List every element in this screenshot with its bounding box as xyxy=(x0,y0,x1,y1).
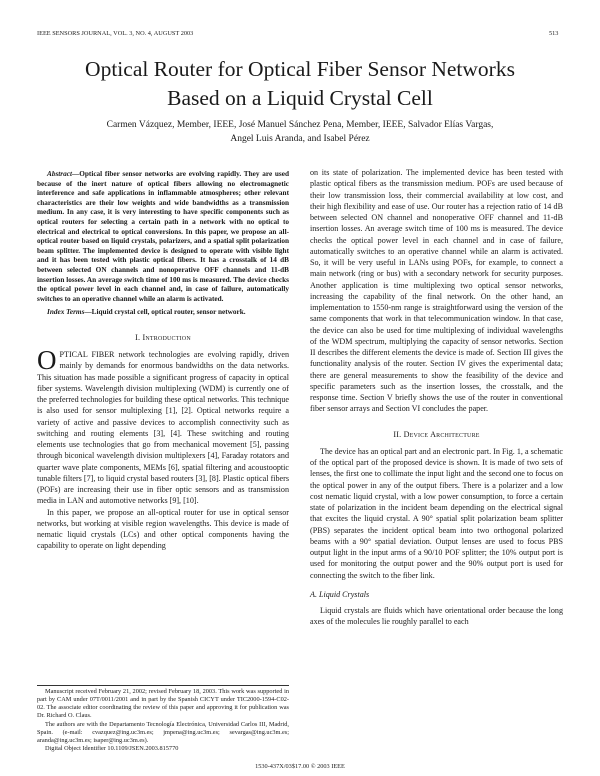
architecture-paragraph: The device has an optical part and an electronic part. In Fig. 1, a schematic of the optical part of the proposed device is shown. It is made of two sets of lenses, the first one to collimate the input light and the second one to focus on the optical power in any of the output fibers. There is a polarizer and a low cost nematic liquid crystal, with a low power consumption, to force a certain state of polarization in the incident beam depending on the electrical signal that excites the liquid crystal. A 90° spatial split polarization beam splitter (PBS) separates the incident optical beam into two orthogonal polarized beams with a 90° spatial deviation. Output lenses are used to focus PBS output light in the input arms of a 90/10 POF splitter; the 10% output port is used for monitoring the output power and the 90% output port is used for connecting the switch to the fiber link. xyxy=(310,446,563,580)
index-terms xyxy=(37,308,289,318)
authors-line-2: Angel Luis Aranda, and Isabel Pérez xyxy=(230,134,370,144)
page-number: 513 xyxy=(549,30,559,37)
abstract-label: Abstract xyxy=(47,170,72,178)
right-column xyxy=(310,167,563,628)
index-terms-label: Index Terms xyxy=(47,308,85,317)
section-1-title: Introduction xyxy=(142,332,191,342)
left-column xyxy=(37,170,289,552)
section-2-number: II. xyxy=(393,429,402,439)
footnotes xyxy=(37,688,289,753)
title-line-2: Based on a Liquid Crystal Cell xyxy=(167,86,433,110)
section-2-title: Device Architecture xyxy=(403,429,480,439)
subsection-heading-liquid-crystals: A. Liquid Crystals xyxy=(310,589,370,599)
footnote-rule xyxy=(37,685,289,686)
authors-line-1: Carmen Vázquez, Member, IEEE, José Manuel Sánchez Pena, Member, IEEE, Salvador Elías Vargas, xyxy=(106,120,494,130)
running-header: IEEE SENSORS JOURNAL, VOL. 3, NO. 4, AUGUST 2003 xyxy=(37,30,194,37)
footnote-manuscript: Manuscript received February 21, 2002; revised February 18, 2003. This work was supported in part by CAM under 07T/0011/2001 and in part by the Spanish CICYT under TIC2000-1594-C02-02. The associate editor coordinating the review of this paper and approving it for publication was Dr. Richard O. Claus. xyxy=(37,688,289,720)
intro-paragraph-2: In this paper, we propose an all-optical router for use in optical sensor networks, but working at visible region wavelengths. This device is made of nematic liquid crystals (LCs) and other optical components having the capability to operate on light depending xyxy=(37,507,289,551)
footnote-doi: Digital Object Identifier 10.1109/JSEN.2003.815770 xyxy=(45,745,179,753)
abstract xyxy=(37,170,289,304)
copyright-footer: 1530-437X/03$17.00 © 2003 IEEE xyxy=(255,763,345,770)
intro-paragraph-1 xyxy=(37,345,289,507)
liquid-crystals-paragraph: Liquid crystals are fluids which have orientational order because the long axes of the molecules lie roughly parallel to each xyxy=(310,606,563,627)
author-list xyxy=(0,118,600,146)
title-line-1: Optical Router for Optical Fiber Sensor Networks xyxy=(85,57,515,81)
drop-cap: O xyxy=(37,345,57,376)
abstract-text: —Optical fiber sensor networks are evolving rapidly. They are used because of the inert nature of optical fibers allowing no electromagnetic interference and safe applications in inflammable atmospheres; other relevant characteristics are their low weights and wide bandwidths as a transmission medium. In any case, it is very interesting to have specific components such as optical routers for selecting a certain path in a network with no optical to electrical and electrical to optical conversions. In this paper, we propose an all-optical router based on liquid crystals, polarizers, and a spatial split polarization beam splitter. The implemented device is designed to operate with visible light and it has been tested with plastic optical fibers. It has a crosstalk of 14 dB between selected ON channels and nonoperative OFF channels and 11-dB insertion losses. An average switch time of 100 ms is measured. The device checks the optical power level in each channel and, in case of failure, automatically switches to an operative channel while an alarm is activated. xyxy=(37,170,289,303)
index-terms-text: —Liquid crystal cell, optical router, sensor network. xyxy=(84,308,246,317)
section-heading-device-architecture xyxy=(310,429,563,440)
paper-title xyxy=(0,55,600,113)
section-1-number: I. xyxy=(135,332,141,342)
footnote-affiliation: The authors are with the Departamento Tecnología Electrónica, Universidad Carlos III, Madrid, Spain. (e-mail: cvazquez@ing.uc3m.es; jmpena@ing.uc3m.es; sevargas@ing.uc3m.es; aranda@ing.uc3m.es; isaper@ing.uc3m.es). xyxy=(37,720,289,744)
section-heading-introduction xyxy=(37,332,289,343)
intro-paragraph-continued: on its state of polarization. The implemented device has been tested with plastic optical fibers as the transmission medium. POFs are used because of their low transmission loss, their commercial availability at low cost, and their high flexibility and ease of use. Our router has a rejection ratio of 14 dB between selected ON channel and nonoperative OFF channel and 11-dB insertion losses. An average switch time of 100 ms is measured. The device checks the optical power level in each channel and in case of failure, automatically switches to an operative channel while an alarm is activated. So, it will be very useful in LANs using POFs, for example, to connect a main network (ring or bus) with a secondary network for security purposes. Another application is time multiplexing two optical sensor networks, increasing the capability of the final network. On the other hand, an implementation to 1550-nm range is straightforward using the version of the same components that work in that telecommunication window. In that case, the device can also be used for time multiplexing of individual wavelengths of the WDM spectrum, multiplying the capacity of sensor networks. Section II describes the different elements the device is made of. Section III gives the functionality analysis of the router. Section IV gives the experimental data; there are general measurements to show the feasibility of the device and specific parameters such as the insertion losses, the crosstalk, and the response time. Section V briefly shows the use of the router in conventional fiber sensor arrays and Section VI concludes the paper. xyxy=(310,168,563,414)
intro-paragraph-1-text: PTICAL FIBER network technologies are evolving rapidly, driven mainly by demands for enormous bandwidths on the data networks. This situation has made possible a significant progress of capacity in optical fiber systems. Wavelength division multiplexing (WDM) is currently one of the preferred technologies for building these optical networks. This technique is also used for sensor multiplexing [1], [2]. Optical networks require a variety of active and passive devices to accomplish connectivity such as switching and routing elements [3], [4]. These switching and routing elements use technologies that go from mechanical movement [5], passing through biconical wavelength division multiplexers [4], Faraday rotators and quarter wave plate components, MEMs [6], spatial filtering and acoustooptic tunable filters [7], to liquid crystal based routers [3], [8]. Plastic optical fibers (POFs) are increasing their use in fiber optic sensors and as transmission media in LAN and automotive networks [9], [10]. xyxy=(37,350,289,506)
